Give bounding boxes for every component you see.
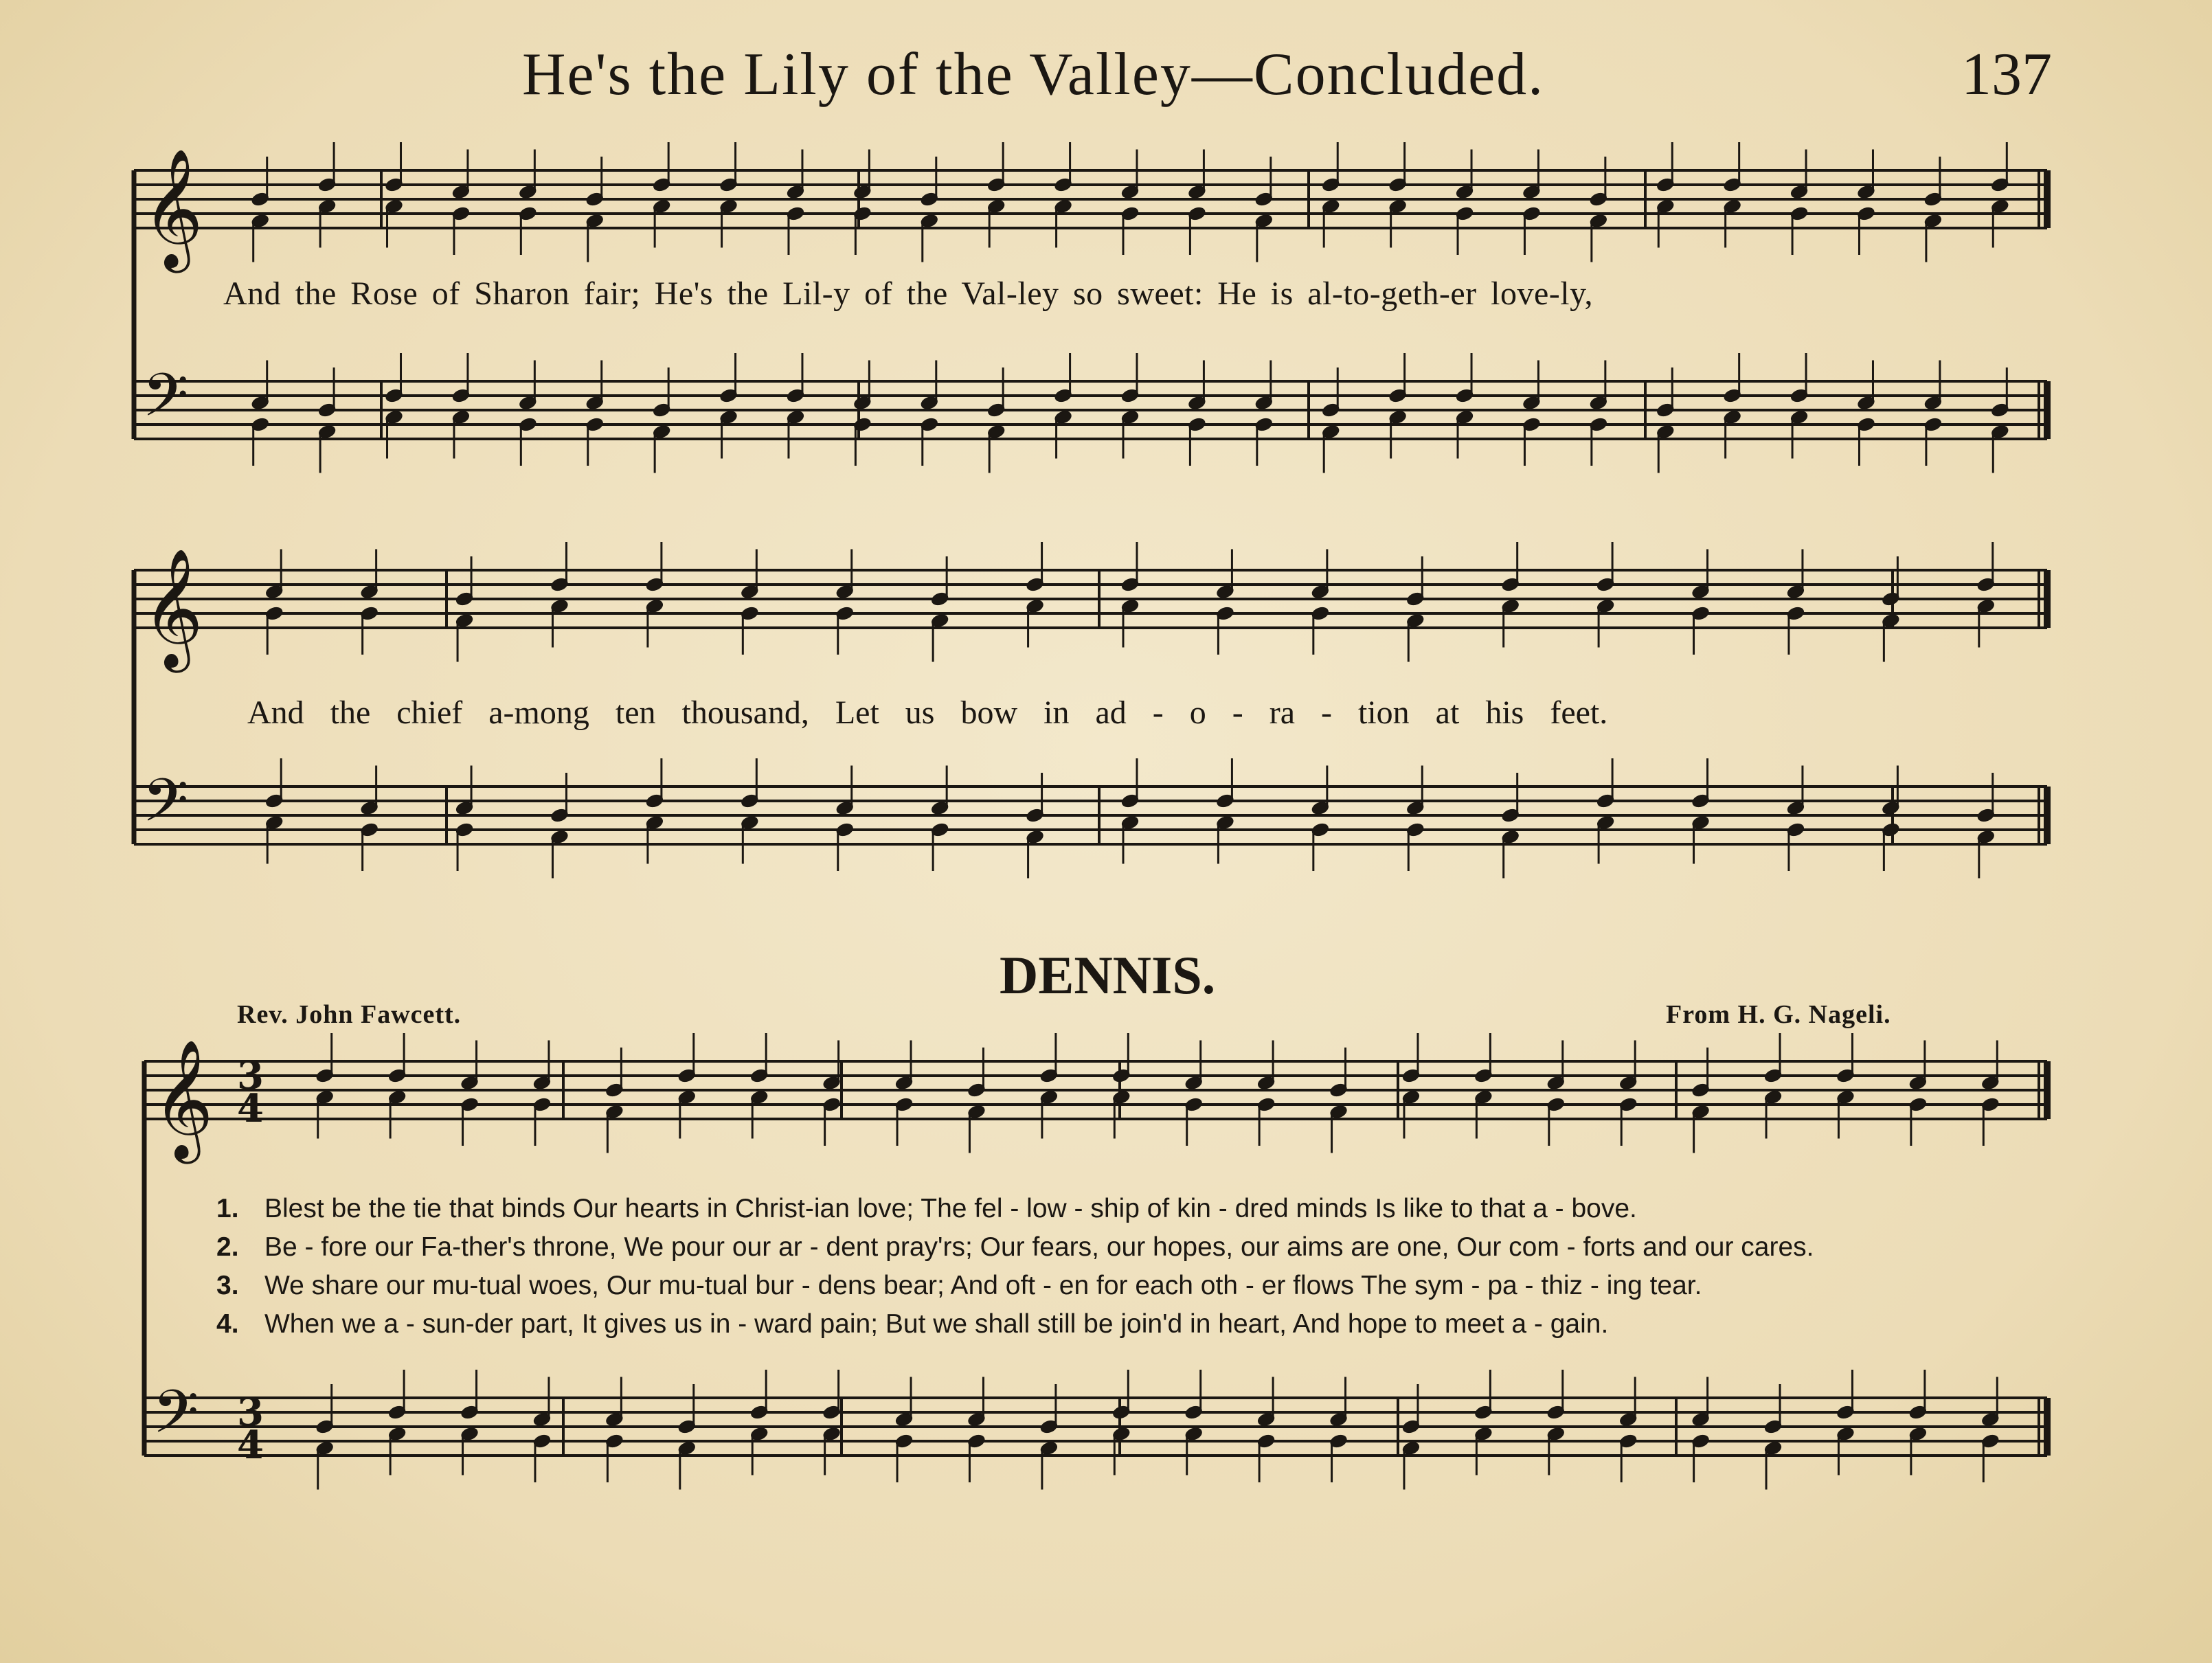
treble-clef: 𝄞	[142, 148, 203, 268]
words-credit: Rev. John Fawcett.	[237, 1000, 462, 1029]
bass-clef: 𝄢	[142, 766, 189, 850]
page-header-title: He's the Lily of the Valley—Concluded.	[522, 41, 1545, 108]
verse-1	[216, 1194, 2051, 1224]
time-signature-denominator: 4	[237, 1423, 264, 1468]
treble-clef: 𝄞	[142, 548, 203, 668]
verse-2	[216, 1232, 2051, 1263]
verse-text: Blest be the tie that binds Our hearts in Christ-ian love; The fel - low - ship of kin - dred minds Is like to that a - bove.	[264, 1194, 1637, 1223]
time-signature-numerator: 3	[237, 1390, 264, 1435]
verse-text: When we a - sun-der part, It gives us in - ward pain; But we shall still be join'd in heart, And hope to meet a - gain.	[264, 1309, 1609, 1339]
hymn-title: DENNIS.	[1000, 945, 1216, 1005]
time-signature-numerator: 3	[237, 1053, 264, 1098]
time-signature-denominator: 4	[237, 1086, 264, 1131]
verse-text: We share our mu-tual woes, Our mu-tual bur - dens bear; And oft - en for each oth - er flows The sym - pa - thiz - ing tear.	[264, 1271, 1702, 1300]
verse-number: 3.	[216, 1271, 239, 1300]
system2-lyrics: And the chief a-mong ten thousand, Let us bow in ad - o - ra - tion at his feet.	[247, 694, 1608, 731]
verse-number: 1.	[216, 1194, 239, 1223]
bass-clef: 𝄢	[142, 361, 189, 444]
verse-number: 4.	[216, 1309, 239, 1339]
verse-number: 2.	[216, 1232, 239, 1262]
system1-lyrics: And the Rose of Sharon fair; He's the Lil-y of the Val-ley so sweet: He is al-to-geth-er love-ly,	[223, 275, 1593, 312]
verse-4	[216, 1309, 2051, 1339]
treble-clef: 𝄞	[153, 1039, 214, 1159]
verse-text: Be - fore our Fa-ther's throne, We pour our ar - dent pray'rs; Our fears, our hopes, our aims are one, Our com - forts and our cares.	[264, 1232, 1814, 1262]
bass-clef: 𝄢	[153, 1377, 199, 1461]
music-credit: From H. G. Nageli.	[1666, 1000, 1891, 1029]
page-number: 137	[1961, 41, 2052, 108]
verse-3	[216, 1271, 2051, 1301]
